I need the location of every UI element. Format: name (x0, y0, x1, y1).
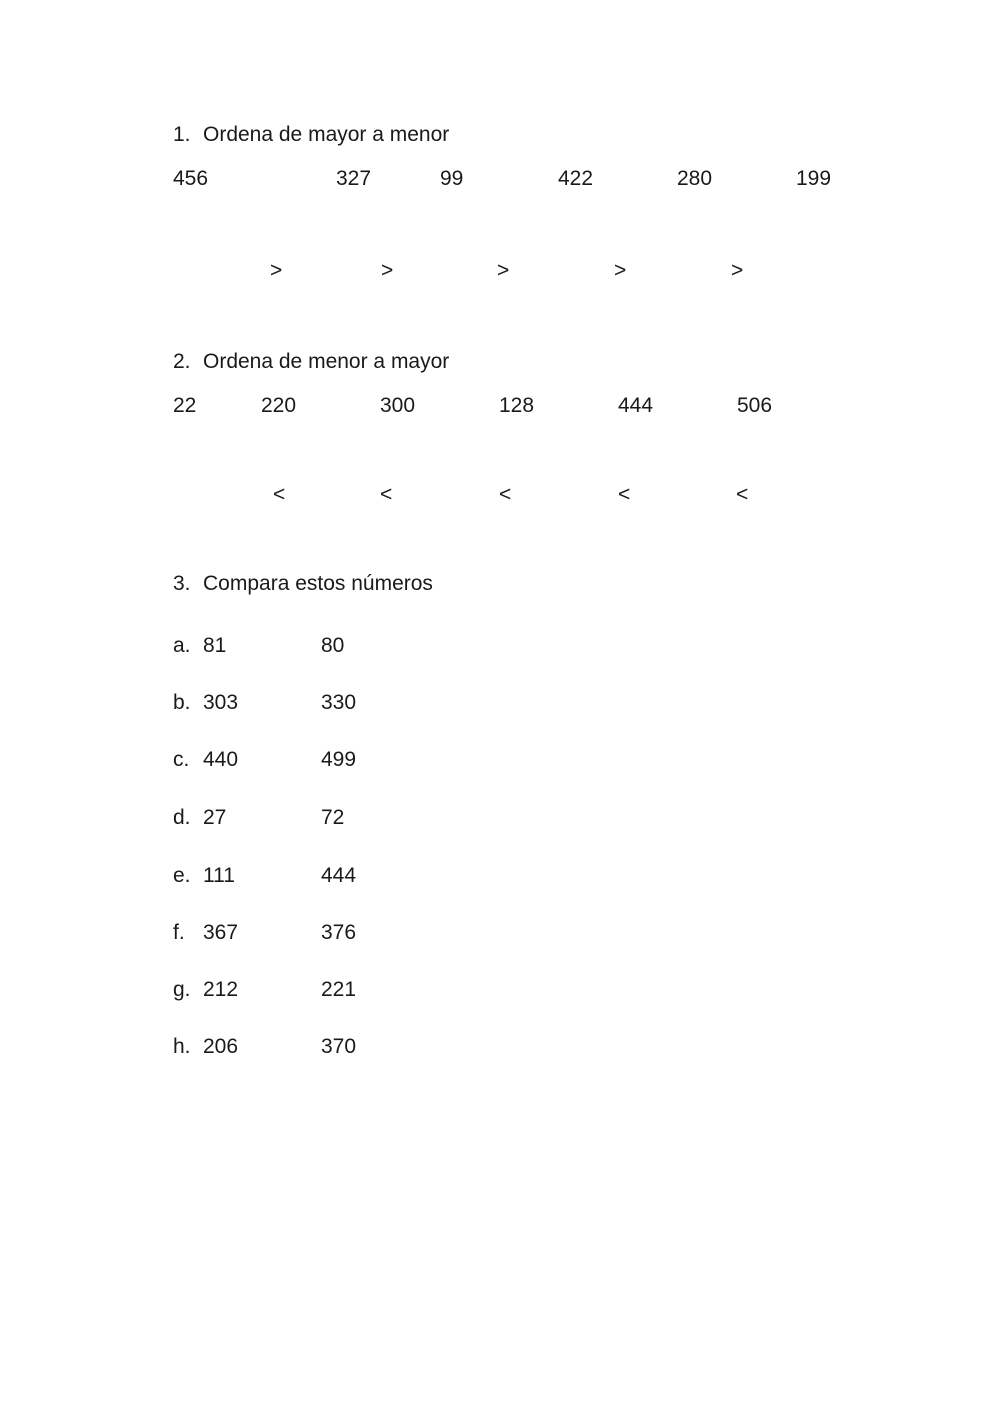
q3-item-left-number: 81 (203, 634, 227, 657)
q3-item-letter: f. (173, 921, 185, 944)
q2-number-1: 22 (173, 394, 197, 417)
q3-item-letter: g. (173, 978, 191, 1001)
q3-item-right-number: 221 (321, 978, 357, 1001)
q2-symbol-5: < (736, 483, 749, 506)
q3-item-left-number: 27 (203, 806, 227, 829)
q1-number-6: 199 (796, 167, 832, 190)
question-1-title: Ordena de mayor a menor (203, 123, 450, 146)
q2-number-6: 506 (737, 394, 773, 417)
q3-item-right-number: 444 (321, 864, 357, 887)
q3-item-letter: b. (173, 691, 191, 714)
question-1-number: 1. (173, 123, 191, 146)
q1-number-1: 456 (173, 167, 209, 190)
q1-symbol-3: > (497, 259, 510, 282)
q1-number-3: 99 (440, 167, 464, 190)
q2-symbol-4: < (618, 483, 631, 506)
q3-item-letter: e. (173, 864, 191, 887)
q3-item-right-number: 72 (321, 806, 345, 829)
q1-symbol-1: > (270, 259, 283, 282)
q3-item-right-number: 376 (321, 921, 357, 944)
q3-item-right-number: 499 (321, 748, 357, 771)
q1-number-4: 422 (558, 167, 594, 190)
q3-item-left-number: 111 (203, 864, 235, 887)
q2-symbol-1: < (273, 483, 286, 506)
q3-item-left-number: 212 (203, 978, 239, 1001)
question-2-title: Ordena de menor a mayor (203, 350, 450, 373)
q3-item-letter: c. (173, 748, 190, 771)
q3-item-right-number: 370 (321, 1035, 357, 1058)
question-3-title: Compara estos números (203, 572, 433, 595)
q3-item-letter: d. (173, 806, 191, 829)
q1-symbol-5: > (731, 259, 744, 282)
q3-item-letter: h. (173, 1035, 191, 1058)
q3-item-left-number: 440 (203, 748, 239, 771)
q3-item-letter: a. (173, 634, 191, 657)
q1-symbol-2: > (381, 259, 394, 282)
q3-item-left-number: 303 (203, 691, 239, 714)
q3-item-left-number: 367 (203, 921, 239, 944)
q3-item-right-number: 330 (321, 691, 357, 714)
q2-number-3: 300 (380, 394, 416, 417)
q1-number-2: 327 (336, 167, 372, 190)
q2-number-5: 444 (618, 394, 654, 417)
q3-item-right-number: 80 (321, 634, 345, 657)
q2-symbol-2: < (380, 483, 393, 506)
q1-symbol-4: > (614, 259, 627, 282)
q3-item-left-number: 206 (203, 1035, 239, 1058)
q2-symbol-3: < (499, 483, 512, 506)
question-3-number: 3. (173, 572, 191, 595)
question-2-number: 2. (173, 350, 191, 373)
q2-number-4: 128 (499, 394, 535, 417)
q2-number-2: 220 (261, 394, 297, 417)
q1-number-5: 280 (677, 167, 713, 190)
